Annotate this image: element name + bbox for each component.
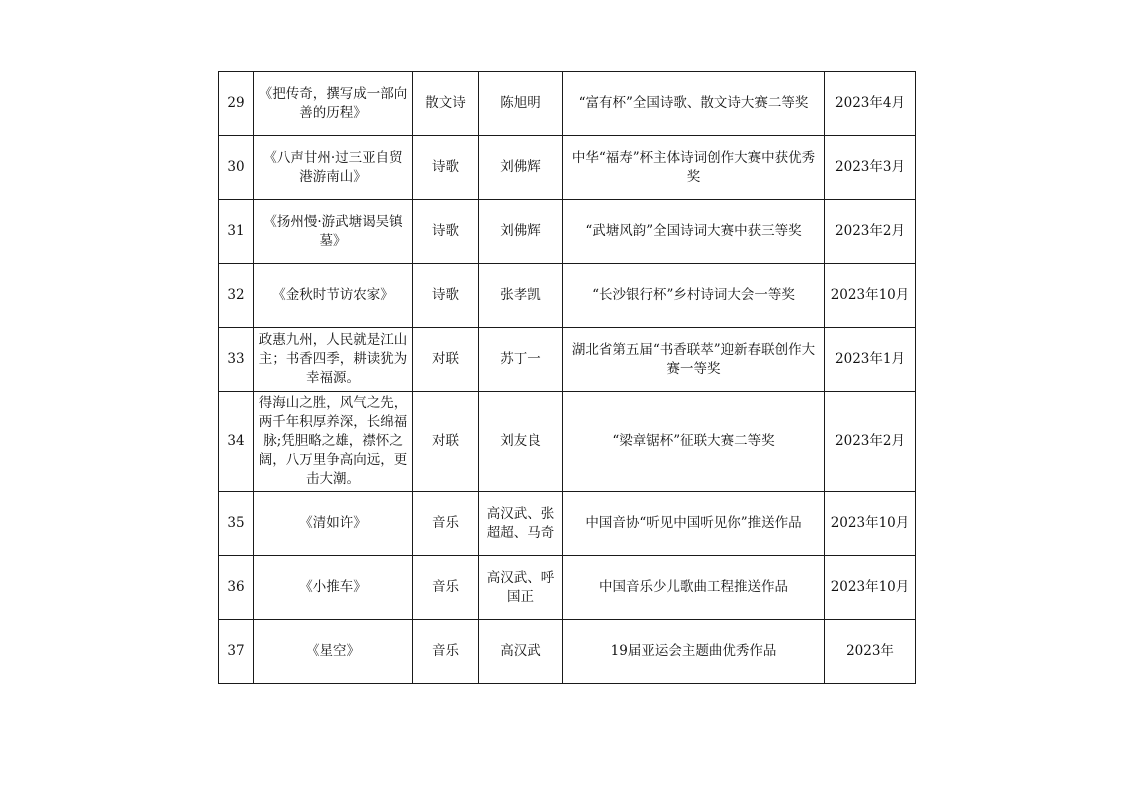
work-genre: 音乐	[413, 492, 479, 556]
work-author: 陈旭明	[479, 72, 563, 136]
work-author: 刘佛辉	[479, 200, 563, 264]
work-title: 《星空》	[254, 620, 413, 684]
work-genre: 诗歌	[413, 136, 479, 200]
award-name: 中华“福寿”杯主体诗词创作大赛中获优秀奖	[563, 136, 825, 200]
work-author: 苏丁一	[479, 328, 563, 392]
table-row	[219, 492, 916, 556]
row-number: 32	[219, 264, 254, 328]
award-name: 中国音协“听见中国听见你”推送作品	[563, 492, 825, 556]
work-title: 《小推车》	[254, 556, 413, 620]
award-date: 2023年4月	[825, 72, 916, 136]
row-number: 31	[219, 200, 254, 264]
row-number: 35	[219, 492, 254, 556]
award-name: 中国音乐少儿歌曲工程推送作品	[563, 556, 825, 620]
work-genre: 诗歌	[413, 264, 479, 328]
award-date: 2023年10月	[825, 492, 916, 556]
award-date: 2023年10月	[825, 264, 916, 328]
work-genre: 诗歌	[413, 200, 479, 264]
award-name: “长沙银行杯”乡村诗词大会一等奖	[563, 264, 825, 328]
awards-table	[218, 71, 916, 684]
row-number: 34	[219, 392, 254, 492]
table-row	[219, 556, 916, 620]
table-row	[219, 136, 916, 200]
table-row	[219, 328, 916, 392]
work-genre: 音乐	[413, 556, 479, 620]
work-title: 《把传奇，撰写成一部向善的历程》	[254, 72, 413, 136]
work-author: 高汉武	[479, 620, 563, 684]
award-date: 2023年10月	[825, 556, 916, 620]
award-date: 2023年	[825, 620, 916, 684]
work-genre: 音乐	[413, 620, 479, 684]
row-number: 37	[219, 620, 254, 684]
row-number: 36	[219, 556, 254, 620]
award-date: 2023年2月	[825, 392, 916, 492]
row-number: 33	[219, 328, 254, 392]
work-title: 《清如许》	[254, 492, 413, 556]
work-author: 高汉武、张超超、马奇	[479, 492, 563, 556]
work-title: 得海山之胜，风气之先，两千年积厚养深，长绵福脉;凭胆略之雄，襟怀之阔，八万里争高向远，更击大潮。	[254, 392, 413, 492]
work-title: 《八声甘州·过三亚自贸港游南山》	[254, 136, 413, 200]
table-row	[219, 72, 916, 136]
work-title: 《金秋时节访农家》	[254, 264, 413, 328]
work-author: 高汉武、呼国正	[479, 556, 563, 620]
work-genre: 对联	[413, 328, 479, 392]
table-row	[219, 392, 916, 492]
work-author: 刘友良	[479, 392, 563, 492]
award-date: 2023年3月	[825, 136, 916, 200]
work-author: 张孝凯	[479, 264, 563, 328]
award-name: “富有杯”全国诗歌、散文诗大赛二等奖	[563, 72, 825, 136]
work-genre: 散文诗	[413, 72, 479, 136]
row-number: 30	[219, 136, 254, 200]
table-row	[219, 620, 916, 684]
award-name: 19届亚运会主题曲优秀作品	[563, 620, 825, 684]
award-name: “梁章锯杯”征联大赛二等奖	[563, 392, 825, 492]
work-title: 《扬州慢·游武塘谒吴镇墓》	[254, 200, 413, 264]
award-name: 湖北省第五届“书香联萃”迎新春联创作大赛一等奖	[563, 328, 825, 392]
work-title: 政惠九州，人民就是江山主；书香四季，耕读犹为幸福源。	[254, 328, 413, 392]
award-name: “武塘风韵”全国诗词大赛中获三等奖	[563, 200, 825, 264]
award-date: 2023年1月	[825, 328, 916, 392]
work-author: 刘佛辉	[479, 136, 563, 200]
table-row	[219, 200, 916, 264]
work-genre: 对联	[413, 392, 479, 492]
award-date: 2023年2月	[825, 200, 916, 264]
row-number: 29	[219, 72, 254, 136]
table-row	[219, 264, 916, 328]
